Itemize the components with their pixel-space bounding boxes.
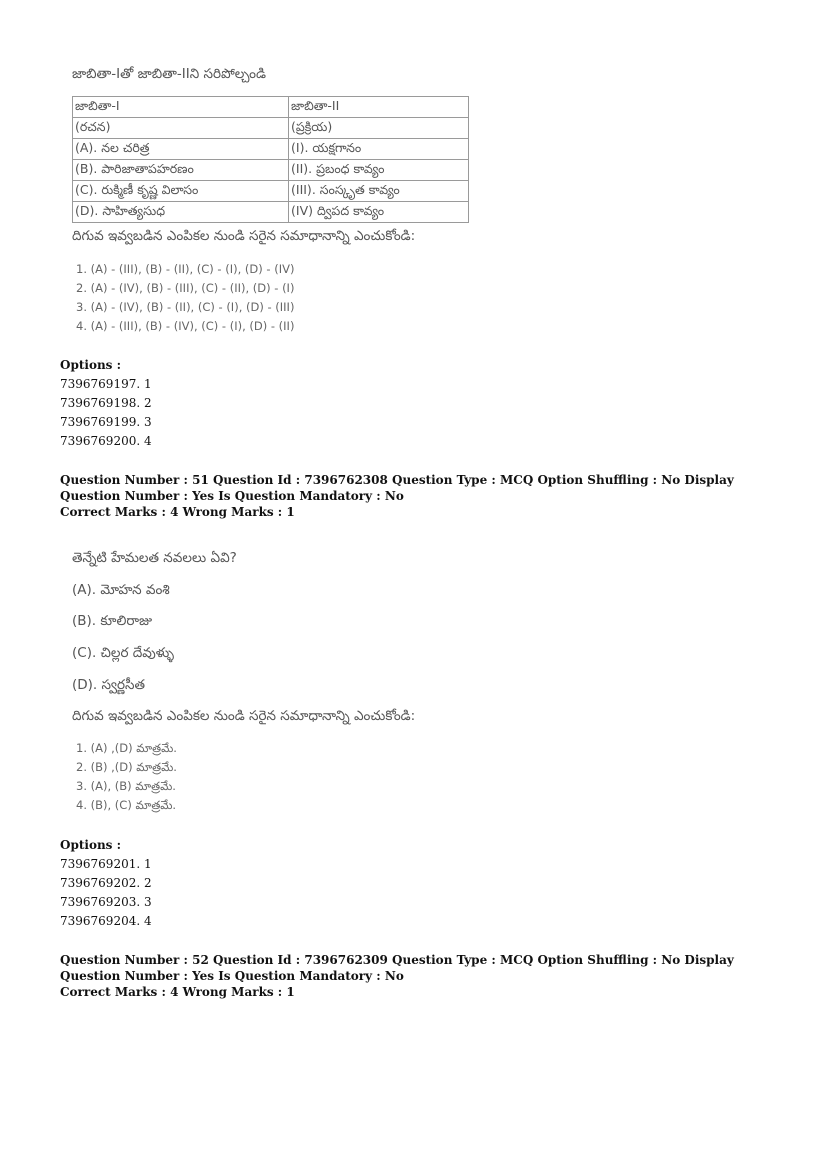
option-item: 7396769197. 1 [60, 377, 152, 391]
q51-meta [60, 472, 760, 520]
q51-item: (D). స్వర్ణసీత [72, 677, 146, 693]
table-cell: (రచన) [73, 118, 289, 139]
q51-choice-list [76, 741, 177, 817]
q51-options [60, 836, 152, 931]
options-label: Options : [60, 358, 122, 372]
table-cell: (IV) ద్విపద కావ్యం [289, 202, 469, 223]
table-cell: (II). ప్రబంధ కావ్యం [289, 160, 469, 181]
table-cell: (B). పారిజాతాపహరణం [73, 160, 289, 181]
choice-item: 4. (A) - (III), (B) - (IV), (C) - (I), (D) - (II) [76, 319, 295, 333]
option-item: 7396769202. 2 [60, 876, 152, 890]
table-cell: (D). సాహిత్యసుధ [73, 202, 289, 223]
q50-options [60, 356, 152, 451]
table-cell: (A). నల చరిత్ర [73, 139, 289, 160]
table-row [73, 160, 469, 181]
table-row [73, 181, 469, 202]
table-row [73, 139, 469, 160]
question-meta-line: Question Number : 52 Question Id : 7396762309 Question Type : MCQ Option Shuffling : No Display Question Number : Yes Is Question Mandatory : No [60, 953, 734, 983]
choice-item: 1. (A) - (III), (B) - (II), (C) - (I), (D) - (IV) [76, 262, 295, 276]
marks-line: Correct Marks : 4 Wrong Marks : 1 [60, 985, 295, 999]
table-cell: (ప్రక్రియ) [289, 118, 469, 139]
choice-item: 2. (B) ,(D) మాత్రమే. [76, 760, 177, 774]
table-cell: (III). సంస్కృత కావ్యం [289, 181, 469, 202]
q52-meta [60, 952, 760, 1000]
choice-item: 1. (A) ,(D) మాత్రమే. [76, 741, 177, 755]
q50-prompt: జాబితా-Iతో జాబితా-IIని సరిపోల్చండి [72, 66, 266, 82]
q51-item: (B). కూలిరాజు [72, 613, 153, 629]
q51-item: (C). చిల్లర దేవుళ్ళు [72, 645, 175, 661]
choice-item: 4. (B), (C) మాత్రమే. [76, 798, 177, 812]
table-cell: జాబితా-I [73, 97, 289, 118]
option-item: 7396769204. 4 [60, 914, 152, 928]
marks-line: Correct Marks : 4 Wrong Marks : 1 [60, 505, 295, 519]
question-meta-line: Question Number : 51 Question Id : 7396762308 Question Type : MCQ Option Shuffling : No Display Question Number : Yes Is Question Mandatory : No [60, 473, 734, 503]
q51-instruction: దిగువ ఇవ్వబడిన ఎంపికల నుండి సరైన సమాధానాన్ని ఎంచుకోండి: [72, 708, 416, 724]
table-cell: (C). రుక్మిణీ కృష్ణ విలాసం [73, 181, 289, 202]
q51-item: (A). మోహన వంశి [72, 582, 170, 598]
option-item: 7396769200. 4 [60, 434, 152, 448]
q51-prompt: తెన్నేటి హేమలత నవలలు ఏవి? [72, 550, 237, 566]
option-item: 7396769203. 3 [60, 895, 152, 909]
options-label: Options : [60, 838, 122, 852]
choice-item: 3. (A), (B) మాత్రమే. [76, 779, 176, 793]
option-item: 7396769201. 1 [60, 857, 152, 871]
table-cell: (I). యక్షగానం [289, 139, 469, 160]
table-row [73, 202, 469, 223]
q50-choice-list [76, 262, 294, 338]
match-table [72, 96, 469, 223]
table-row [73, 118, 469, 139]
option-item: 7396769199. 3 [60, 415, 152, 429]
q50-instruction: దిగువ ఇవ్వబడిన ఎంపికల నుండి సరైన సమాధానాన్ని ఎంచుకోండి: [72, 228, 416, 244]
table-cell: జాబితా-II [289, 97, 469, 118]
choice-item: 3. (A) - (IV), (B) - (II), (C) - (I), (D) - (III) [76, 300, 295, 314]
choice-item: 2. (A) - (IV), (B) - (III), (C) - (II), (D) - (I) [76, 281, 295, 295]
option-item: 7396769198. 2 [60, 396, 152, 410]
table-row [73, 97, 469, 118]
